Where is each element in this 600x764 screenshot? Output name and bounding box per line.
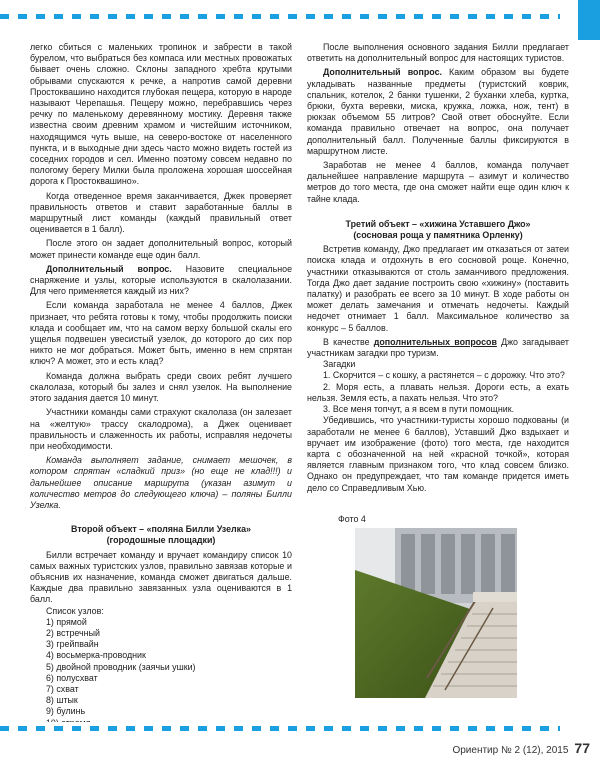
top-decorative-stripe bbox=[0, 10, 560, 24]
list-item: 3) грейпвайн bbox=[46, 639, 99, 650]
section-heading: Третий объект – «хижина Уставшего Джо» bbox=[345, 218, 531, 229]
paragraph: Заработав не менее 4 баллов, команда получает дальнейшее направление маршрута – азимут и количество метров до того места, где она сможет найти еще один ключ к тайне клада. bbox=[307, 160, 569, 204]
list-item: 9) булинь bbox=[46, 706, 86, 717]
bottom-decorative-stripe bbox=[0, 722, 560, 736]
paragraph: Команда должна выбрать среди своих ребят лучшего скалолаза, который бы залез и снял узелок. На выполнение этого задания дается 10 минут. bbox=[30, 370, 292, 404]
corner-tab bbox=[578, 0, 600, 40]
riddle: 1. Скорчится – с кошку, а растянется – с дорожку. Что это? bbox=[323, 370, 565, 381]
right-column bbox=[307, 42, 569, 494]
paragraph bbox=[30, 264, 292, 298]
list-item: 4) восьмерка-проводник bbox=[46, 650, 146, 661]
paragraph: легко сбиться с маленьких тропинок и забрести в такой бурелом, что выбраться без компаса или местных провожатых бывает очень сложно. Склоны западного хребта крутыми обрывами спускаются к речке, а напротив самой деревни Простоквашино находится глубокая пещера, которую в народе называют Черепашья. Пещеру можно, перебравшись через речку по маленькому деревянному мостику. Деревня также известна своим древним храмом и чистейшим источником, находящимся чуть выше, на северо-востоке от населенного пункта, и в выходные дни здесь часто можно видеть гостей из соседних городов и сел. Именно поэтому совсем недавно по пологому берегу Милки была проложена хорошая шоссейная дорога к Простоквашино». bbox=[30, 42, 292, 187]
list-item: 6) полусхват bbox=[46, 672, 98, 683]
paragraph: После этого он задает дополнительный вопрос, который может принести команде еще один балл. bbox=[30, 238, 292, 260]
bold-lead: Дополнительный вопрос. bbox=[323, 67, 442, 78]
section-subheading: (городошные площадки) bbox=[106, 535, 216, 546]
text: Джо загадывает участникам загадки про туризм. bbox=[307, 336, 569, 359]
paragraph: Когда отведенное время заканчивается, Джек проверяет правильность ответов и ставит заработанные баллы в маршрутный лист команды (каждый правильный ответ оценивается в 1 балл). bbox=[30, 190, 292, 235]
paragraph-italic: Команда выполняет задание, снимает мешочек, в котором спрятан «сладкий приз» (но еще не клад!!!) и дальнейшее описание маршрута (указан азимут и количество метров до следующего ключа) – поляны Билли Узелка. bbox=[30, 455, 292, 510]
list-item: 7) схват bbox=[46, 683, 79, 694]
page-footer bbox=[452, 740, 590, 756]
list-item: 2) встречный bbox=[46, 627, 100, 638]
knot-list bbox=[30, 617, 292, 729]
photo-illustration bbox=[355, 528, 517, 698]
paragraph: После выполнения основного задания Билли предлагает ответить на дополнительный вопрос для настоящих туристов. bbox=[307, 42, 569, 64]
paragraph: Участники команды сами страхуют скалолаза (он залезает на «желтую» трассу скалодрома), а Джек оценивает правильность и слаженность их работы, исправляя недочеты при необходимости. bbox=[30, 407, 292, 451]
paragraph: Если команда заработала не менее 4 баллов, Джек признает, что ребята готовы к тому, чтобы продолжить поиски клада и сообщает им, что на самом верху большой скалы его ущелья подвешен увесистый узелок, до которого до сих пор никто не мог добраться. Может быть, именно в нем спрятан ключ? А может, это и есть клад? bbox=[30, 300, 292, 367]
photo-caption: Фото 4 bbox=[338, 514, 366, 524]
riddle: 3. Все меня топчут, а я всем в пути помощник. bbox=[323, 404, 515, 415]
riddles-title: Загадки bbox=[323, 359, 356, 370]
paragraph: Встретив команду, Джо предлагает им отказаться от затеи поиска клада и отдохнуть в его сосновой роще. Конечно, участники отказываются от столь заманчивого предложения. Тогда Джо дает задание построить свою «хижину» (поставить палатку) и разобрать ее всего за 10 минут. В ходе работы он может делать замечания и отмечать недочеты. Каждый недочет отнимает 1 балл. Максимальное количество за конкурс – 5 баллов. bbox=[307, 244, 569, 333]
list-item: 1) прямой bbox=[46, 616, 87, 627]
photo-stairs-building bbox=[355, 528, 517, 698]
text: Назовите специальное снаряжение и узлы, которые используются в скалолазании. Для чего применяется каждый из них? bbox=[30, 263, 293, 297]
list-item: 5) двойной проводник (заячьи ушки) bbox=[46, 661, 196, 672]
text: Каким образом вы будете укладывать названные предметы (туристский коврик, спальник, котелок, 2 банки тушенки, 2 буханки хлеба, куртка, брюки, бухта веревки, миска, кружка, ложка, нож, тент) в рюкзак объемом 55 литров? Свой ответ обоснуйте. Если команда правильно отвечает на вопрос, она получает дополнительный балл. Полученные баллы фиксируются в маршрутном листе. bbox=[307, 67, 569, 156]
text: В качестве bbox=[323, 336, 374, 347]
section-heading: Второй объект – «поляна Билли Узелка» bbox=[71, 524, 251, 535]
page-number: 77 bbox=[574, 740, 590, 756]
paragraph bbox=[307, 67, 569, 157]
paragraph: Убедившись, что участники-туристы хорошо подкованы (и заработали не менее 6 баллов), Уставший Джо вздыхает и вручает им изображение (фото) того места, где находится карта с обозначенной на ней «красной точкой», которая является главным признаком того, что клад совсем близко. Однако он предупреждает, что там команде придется иметь дело со Справедливым Хью. bbox=[307, 415, 569, 493]
paragraph: Билли встречает команду и вручает командиру список 10 самых важных туристских узлов, правильно завязав которые и объяснив их назначение, команда сможет двигаться дальше. Каждые два правильно завязанных узла оцениваются в 1 балл. bbox=[30, 549, 292, 605]
riddle: 2. Моря есть, а плавать нельзя. Дороги есть, а ехать нельзя. Земля есть, а пахать нельзя. Что это? bbox=[307, 381, 569, 403]
section-subheading: (сосновая роща у памятника Орленку) bbox=[353, 230, 523, 241]
list-item: 8) штык bbox=[46, 695, 78, 706]
paragraph bbox=[307, 337, 569, 359]
list-title: Список узлов: bbox=[46, 605, 104, 616]
bold-lead: Дополнительный вопрос. bbox=[46, 263, 172, 274]
issue-label: Ориентир № 2 (12), 2015 bbox=[452, 745, 569, 756]
bold-underlined: дополнительных вопросов bbox=[373, 336, 497, 347]
left-column bbox=[30, 42, 292, 729]
